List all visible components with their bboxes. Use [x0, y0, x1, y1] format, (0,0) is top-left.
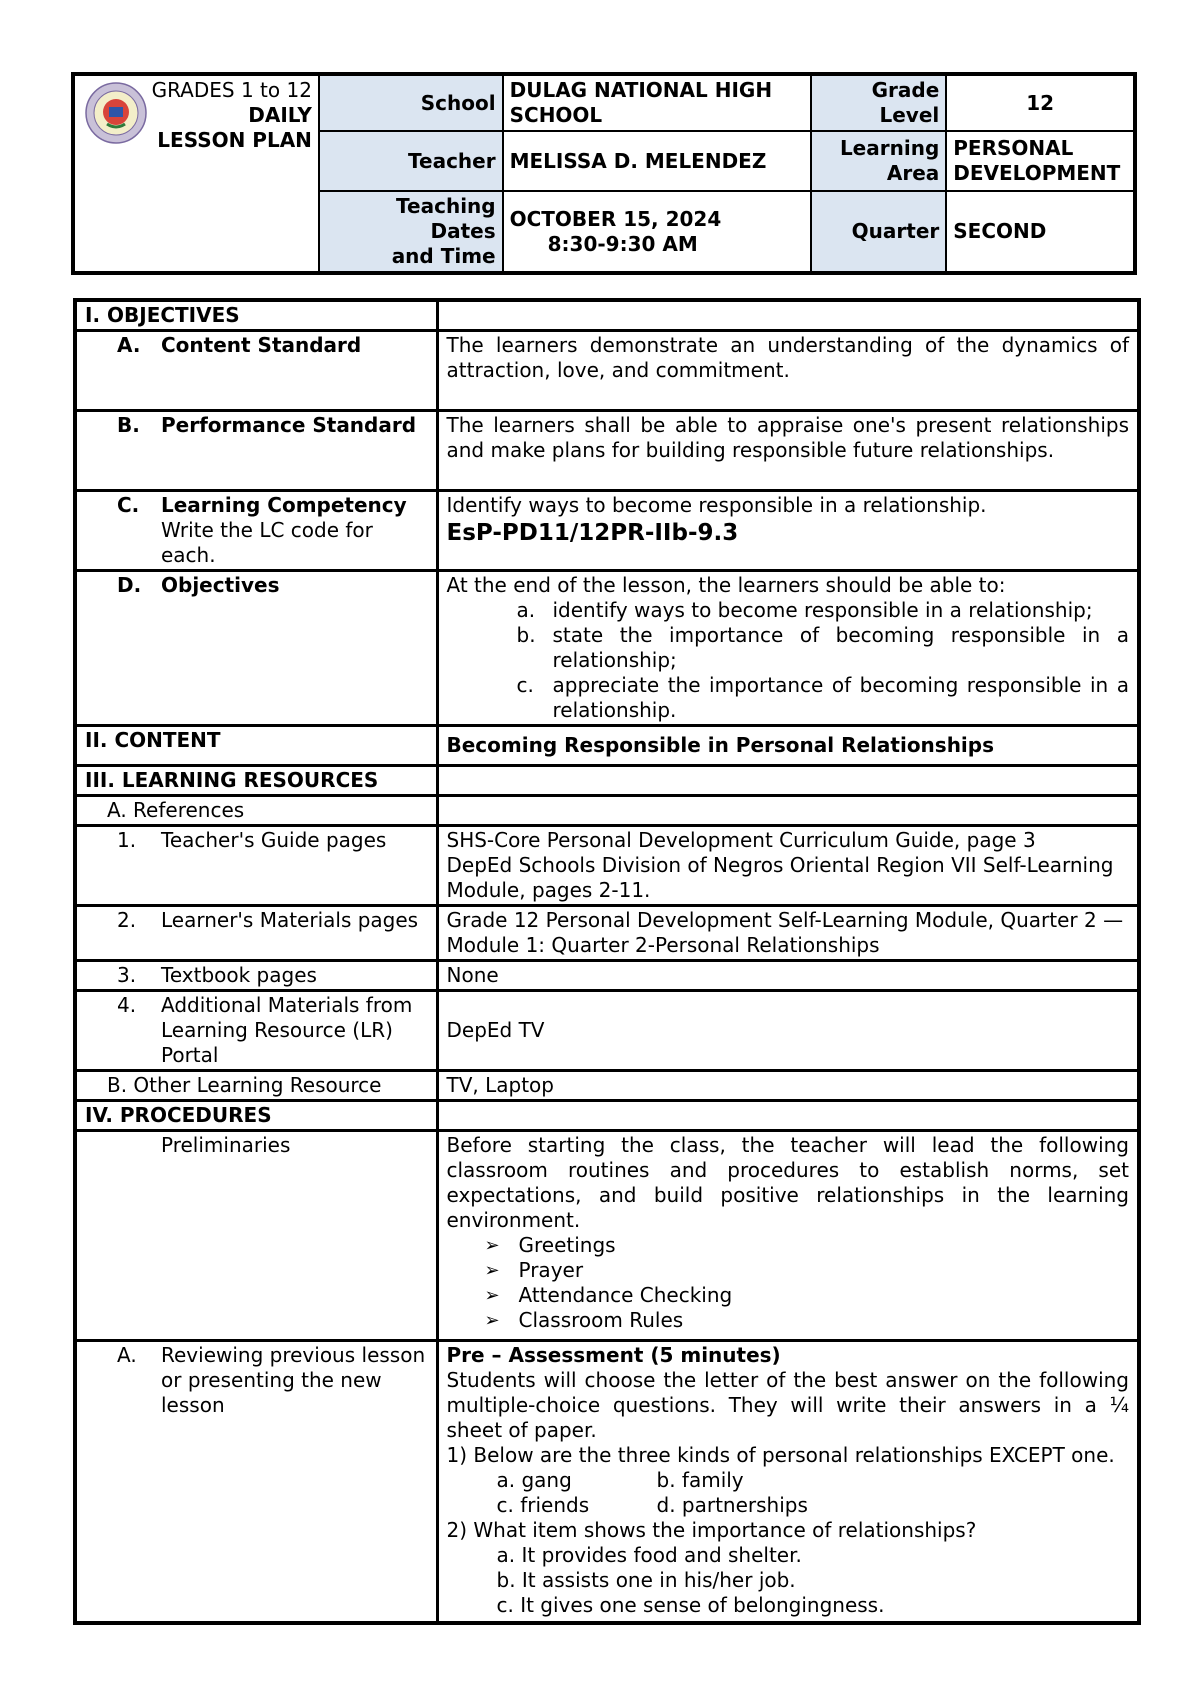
teachers-guide-line2: DepEd Schools Division of Negros Oriental Region VII Self-Learning Module, pages 2-11. [446, 853, 1114, 902]
list-item: ➢ Attendance Checking [484, 1283, 733, 1307]
reviewing-row [75, 1341, 1139, 1623]
references-row [75, 796, 1139, 826]
school-value: DULAG NATIONAL HIGH SCHOOL [503, 74, 811, 131]
objectives-letter: D. [117, 573, 142, 597]
title-line-3: LESSON PLAN [157, 128, 312, 152]
quarter-value: SECOND [946, 191, 1135, 273]
question-1-choices-row2: c. friends d. partnerships [496, 1493, 808, 1517]
learners-materials-label: Learner's Materials pages [161, 908, 419, 932]
objectives-list [447, 598, 1130, 723]
learning-competency-letter: C. [117, 493, 140, 517]
lesson-plan-table [73, 298, 1141, 1625]
teachers-guide-line1: SHS-Core Personal Development Curriculum Guide, page 3 [446, 828, 1036, 852]
question-2: 2) What item shows the importance of relationships? [446, 1518, 977, 1542]
textbook-label: Textbook pages [161, 963, 317, 987]
teachers-guide-row [75, 826, 1139, 906]
other-resource-row [75, 1071, 1139, 1101]
pre-assessment-instructions: Students will choose the letter of the best answer on the following multiple-choice questions. They will write their answers in a ¼ sheet of paper. [446, 1368, 1129, 1442]
preliminaries-row [75, 1131, 1139, 1341]
resources-heading-row [75, 766, 1139, 796]
other-resource-text: TV, Laptop [437, 1071, 1139, 1101]
list-item: ➢ Prayer [484, 1258, 584, 1282]
procedures-heading: IV. PROCEDURES [75, 1101, 437, 1131]
preliminaries-text: Before starting the class, the teacher will lead the following classroom routines and procedures to establish norms, set expectations, and build positive relationships in the learning environment. [446, 1133, 1129, 1232]
textbook-row [75, 961, 1139, 991]
title-line-2: DAILY [248, 103, 312, 127]
list-item: c. appreciate the importance of becoming responsible in a relationship. [516, 673, 1129, 722]
additional-materials-row [75, 991, 1139, 1071]
list-item: ➢ Greetings [484, 1233, 616, 1257]
preliminaries-label: Preliminaries [75, 1131, 437, 1341]
learners-materials-text: Grade 12 Personal Development Self-Learning Module, Quarter 2 — Module 1: Quarter 2-Personal Relationships [437, 906, 1139, 961]
dates-label-line2: and Time [391, 244, 496, 268]
grade-level-label [811, 74, 947, 131]
additional-text: DepEd TV [437, 991, 1139, 1071]
additional-label: Additional Materials from Learning Resource (LR) Portal [161, 993, 413, 1067]
title-line-1: GRADES 1 to 12 [151, 78, 312, 102]
content-standard-letter: A. [117, 333, 141, 357]
list-item: b. state the importance of becoming responsible in a relationship; [516, 623, 1129, 672]
learning-area-label [811, 131, 947, 191]
learners-materials-num: 2. [117, 908, 137, 932]
question-1-choices-row1: a. gang b. family [496, 1468, 744, 1492]
dates-value-line2: 8:30-9:30 AM [547, 231, 698, 256]
question-1: 1) Below are the three kinds of personal relationships EXCEPT one. [446, 1443, 1115, 1467]
teachers-guide-num: 1. [117, 828, 137, 852]
teaching-dates-value [503, 191, 811, 273]
pre-assessment-title: Pre – Assessment (5 minutes) [446, 1343, 781, 1367]
question-2-choice-c: c. It gives one sense of belongingness. [496, 1593, 885, 1617]
content-value: Becoming Responsible in Personal Relationships [437, 726, 1139, 766]
content-row [75, 726, 1139, 766]
learning-competency-label: Learning Competency [161, 493, 407, 517]
content-standard-text: The learners demonstrate an understanding of the dynamics of attraction, love, and commitment. [437, 331, 1139, 411]
textbook-num: 3. [117, 963, 137, 987]
content-standard-label: Content Standard [161, 333, 362, 357]
performance-standard-row [75, 411, 1139, 491]
school-seal-icon [85, 82, 147, 144]
question-2-choice-a: a. It provides food and shelter. [496, 1543, 802, 1567]
objectives-intro: At the end of the lesson, the learners should be able to: [446, 573, 1006, 597]
school-label: School [319, 74, 503, 131]
teacher-value: MELISSA D. MELENDEZ [503, 131, 811, 191]
teaching-dates-label [319, 191, 503, 273]
content-standard-row [75, 331, 1139, 411]
objectives-label: Objectives [161, 573, 280, 597]
reviewing-letter: A. [117, 1343, 137, 1367]
resources-heading: III. LEARNING RESOURCES [75, 766, 437, 796]
area-label-line1: Learning [839, 136, 940, 160]
objectives-row [75, 571, 1139, 726]
performance-standard-letter: B. [117, 413, 140, 437]
area-value-line1: PERSONAL [953, 136, 1074, 160]
preliminaries-list [447, 1233, 1130, 1333]
area-label-line2: Area [886, 161, 940, 185]
list-item: ➢ Classroom Rules [484, 1308, 684, 1332]
performance-standard-text: The learners shall be able to appraise one's present relationships and make plans for building responsible future relationships. [437, 411, 1139, 491]
objectives-heading-row [75, 300, 1139, 331]
grade-value: 12 [946, 74, 1135, 131]
performance-standard-label: Performance Standard [161, 413, 417, 437]
header-table [71, 72, 1137, 275]
learning-area-value [946, 131, 1135, 191]
question-2-choice-b: b. It assists one in his/her job. [496, 1568, 796, 1592]
list-item: a. identify ways to become responsible in a relationship; [516, 598, 1093, 622]
additional-num: 4. [117, 993, 137, 1017]
objectives-heading: I. OBJECTIVES [75, 300, 437, 331]
references-label: A. References [75, 796, 437, 826]
grade-label-line2: Level [879, 103, 940, 127]
procedures-heading-row [75, 1101, 1139, 1131]
dates-label-line1: Teaching Dates [396, 194, 496, 243]
content-heading: II. CONTENT [75, 726, 437, 766]
area-value-line2: DEVELOPMENT [953, 161, 1121, 185]
learning-competency-code: EsP-PD11/12PR-IIb-9.3 [446, 520, 739, 546]
grade-label-line1: Grade [871, 78, 940, 102]
reviewing-label: Reviewing previous lesson or presenting the new lesson [161, 1343, 426, 1417]
title-cell [73, 74, 319, 273]
learners-materials-row [75, 906, 1139, 961]
teacher-label: Teacher [319, 131, 503, 191]
dates-value-line1: OCTOBER 15, 2024 [509, 206, 722, 231]
teachers-guide-label: Teacher's Guide pages [161, 828, 387, 852]
other-resource-label: B. Other Learning Resource [75, 1071, 437, 1101]
learning-competency-row [75, 491, 1139, 571]
textbook-text: None [437, 961, 1139, 991]
learning-competency-text: Identify ways to become responsible in a relationship. [446, 493, 987, 517]
learning-competency-sublabel: Write the LC code for each. [161, 518, 373, 567]
quarter-label: Quarter [811, 191, 947, 273]
